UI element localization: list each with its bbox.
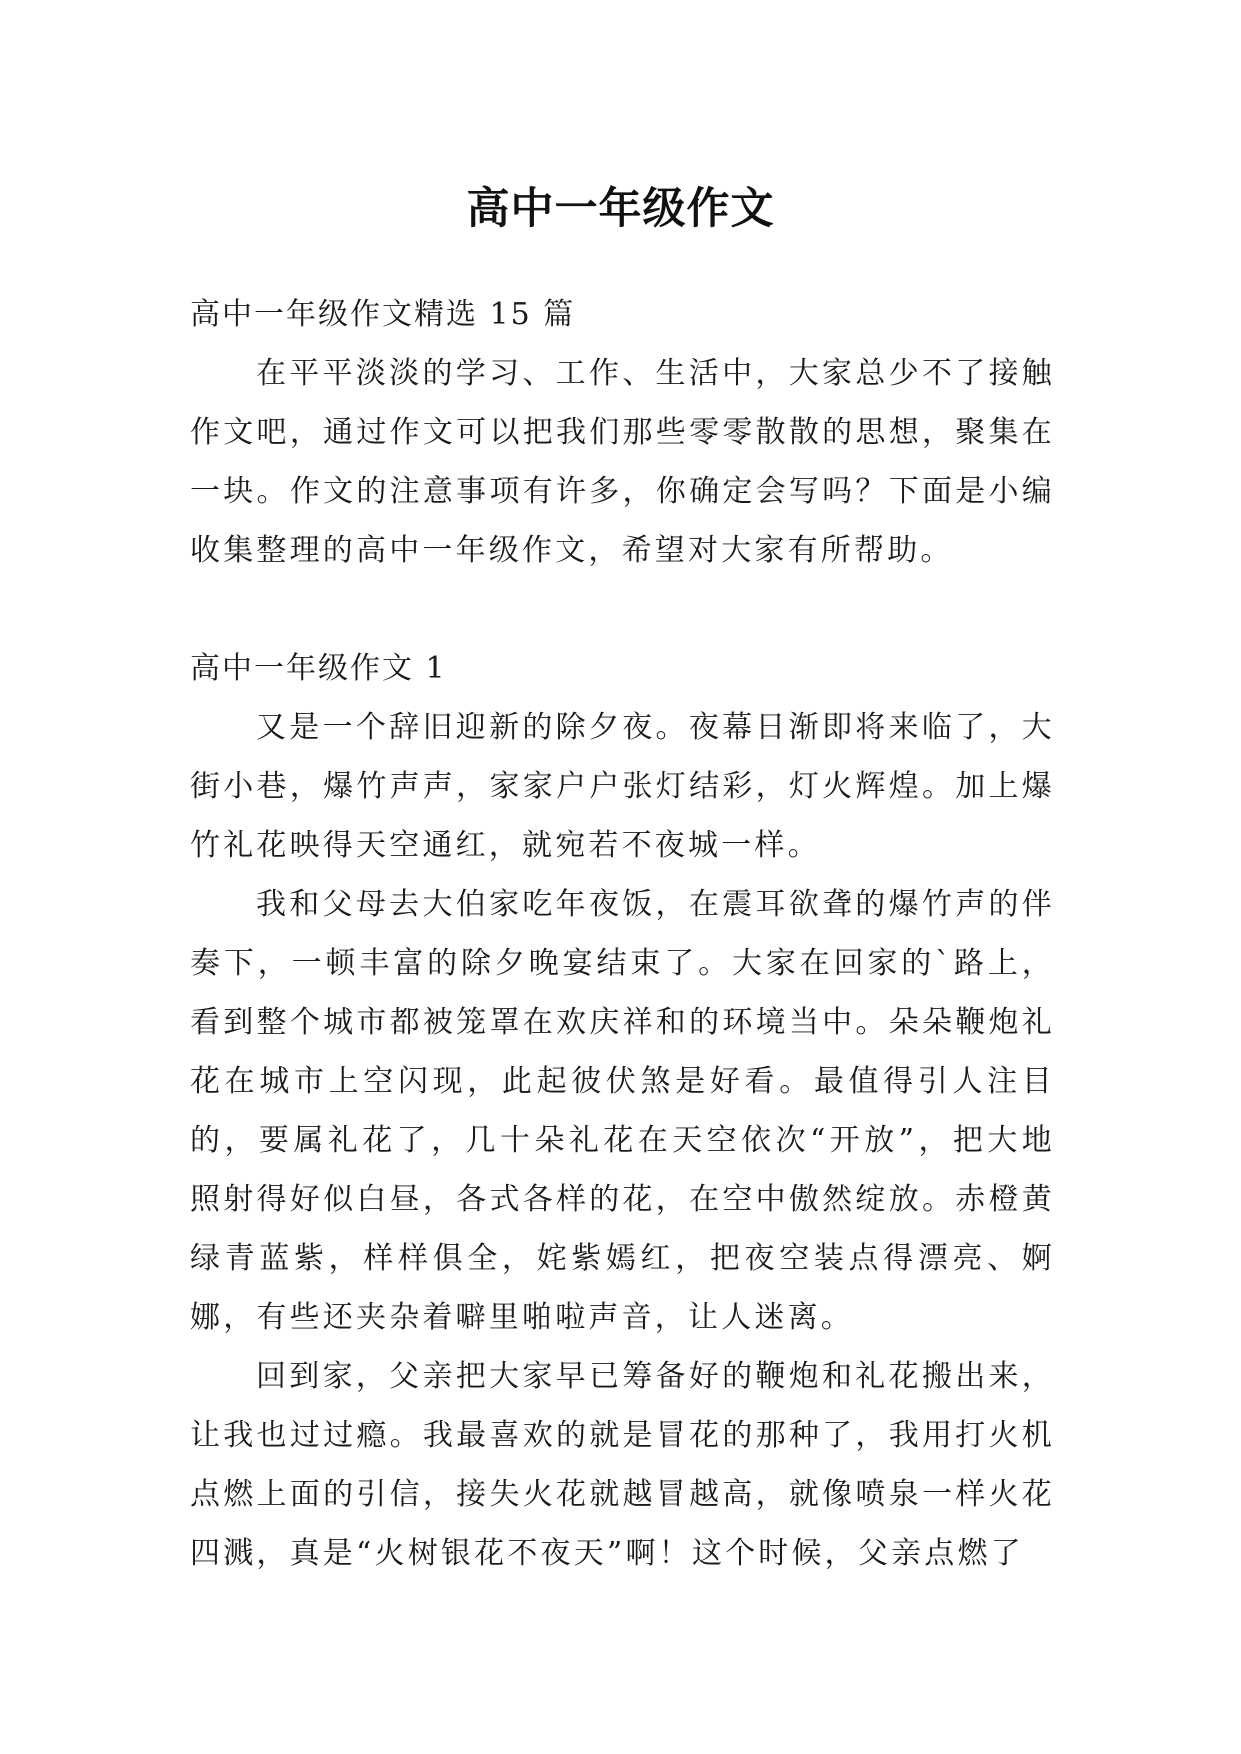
collection-heading: 高中一年级作文精选 15 篇 <box>190 297 576 332</box>
essay-paragraph-3: 回到家，父亲把大家早已筹备好的鞭炮和礼花搬出来，让我也过过瘾。我最喜欢的就是冒花的那种了，我用打火机点燃上面的引信，接失火花就越冒越高，就像喷泉一样火花四溅，真是“火树银花不夜天”啊！这个时候，父亲点燃了 <box>190 1359 1055 1571</box>
essay-heading: 高中一年级作文 1 <box>190 651 447 686</box>
essay-paragraph-1: 又是一个辞旧迎新的除夕夜。夜幕日渐即将来临了，大街小巷，爆竹声声，家家户户张灯结彩，灯火辉煌。加上爆竹礼花映得天空通红，就宛若不夜城一样。 <box>190 710 1055 863</box>
document-body <box>190 285 1055 1583</box>
essay-paragraph-2: 我和父母去大伯家吃年夜饭，在震耳欲聋的爆竹声的伴奏下，一顿丰富的除夕晚宴结束了。大家在回家的`路上，看到整个城市都被笼罩在欢庆祥和的环境当中。朵朵鞭炮礼花在城市上空闪现，此起彼伏煞是好看。最值得引人注目的，要属礼花了，几十朵礼花在天空依次“开放”，把大地照射得好似白昼，各式各样的花，在空中傲然绽放。赤橙黄绿青蓝紫，样样俱全，姹紫嫣红，把夜空装点得漂亮、婀娜，有些还夹杂着噼里啪啦声音，让人迷离。 <box>190 887 1055 1335</box>
intro-paragraph: 在平平淡淡的学习、工作、生活中，大家总少不了接触作文吧，通过作文可以把我们那些零零散散的思想，聚集在一块。作文的注意事项有许多，你确定会写吗？下面是小编收集整理的高中一年级作文，希望对大家有所帮助。 <box>190 356 1055 568</box>
document-title: 高中一年级作文 <box>466 183 775 234</box>
section-spacer <box>190 580 1055 639</box>
